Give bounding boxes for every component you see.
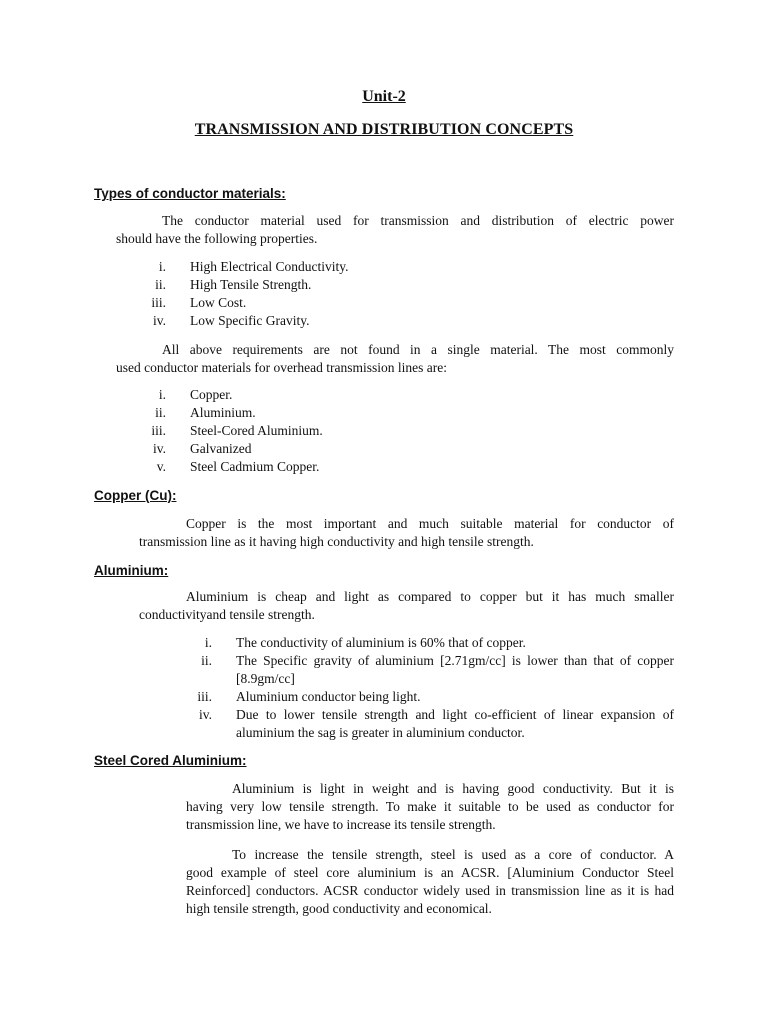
types-intro-paragraph [116,212,674,248]
list-item-number: v. [156,459,166,474]
list-item-text: Aluminium. [190,405,256,420]
list-item-number: iv. [153,441,166,456]
steel-p2-line1: To increase the tensile strength, steel is used as a core of conductor. A [232,847,674,862]
unit-title: Unit-2 [362,88,406,105]
list-item-text: Steel Cadmium Copper. [190,459,320,474]
copper-heading: Copper (Cu): [94,488,177,503]
types-heading: Types of conductor materials: [94,186,286,201]
list-item-text: Copper. [190,387,233,402]
list-item-number: i. [158,387,166,402]
list-item [126,294,674,312]
list-item [126,422,674,440]
properties-list [126,258,674,330]
steel-paragraph-1 [186,780,674,834]
types-intro-line1: The conductor material used for transmission and distribution of electric power [162,213,674,228]
list-item-text: The Specific gravity of aluminium [2.71gm/cc] is lower than that of copper [8.9gm/cc] [236,653,674,686]
list-item-text: High Tensile Strength. [190,277,312,292]
copper-line2: transmission line as it having high conductivity and high tensile strength. [139,534,534,549]
list-item-number: ii. [201,653,212,668]
list-item-text: Galvanized [190,441,252,456]
materials-intro-line1: All above requirements are not found in a single material. The most commonly [162,342,674,357]
list-item [126,404,674,422]
list-item [172,688,674,706]
main-title: TRANSMISSION AND DISTRIBUTION CONCEPTS [194,121,574,138]
aluminium-heading: Aluminium: [94,563,169,578]
aluminium-line2: conductivityand tensile strength. [139,607,315,622]
list-item [172,652,674,688]
list-item-number: iii. [151,295,166,310]
list-item-text: High Electrical Conductivity. [190,259,349,274]
list-item-number: i. [204,635,212,650]
materials-intro-paragraph [116,341,674,377]
list-item-text: Aluminium conductor being light. [236,689,421,704]
copper-line1: Copper is the most important and much suitable material for conductor of [186,516,674,531]
list-item [172,634,674,652]
aluminium-paragraph [139,588,674,624]
list-item-text: Due to lower tensile strength and light co-efficient of linear expansion of aluminium the sag is greater in aluminium conductor. [236,707,674,740]
list-item-number: iii. [197,689,212,704]
list-item-number: ii. [155,277,166,292]
copper-paragraph [139,515,674,551]
list-item-number: i. [158,259,166,274]
list-item-text: Low Specific Gravity. [190,313,310,328]
list-item-number: iv. [153,313,166,328]
steel-p2-rest: good example of steel core aluminium is an ACSR. [Aluminium Conductor Steel Reinforced] conductors. ACSR conductor widely used in transmission line as it is had high tensile strength, good conductivity and economical. [186,865,674,916]
materials-list [126,386,674,476]
aluminium-line1: Aluminium is cheap and light as compared to copper but it has much smaller [186,589,674,604]
steel-cored-heading: Steel Cored Aluminium: [94,753,247,768]
list-item-number: iv. [199,707,212,722]
list-item [126,258,674,276]
list-item [126,440,674,458]
aluminium-points-list [172,634,674,742]
list-item-text: Steel-Cored Aluminium. [190,423,323,438]
list-item [172,706,674,742]
list-item-number: iii. [151,423,166,438]
list-item-text: The conductivity of aluminium is 60% that of copper. [236,635,526,650]
steel-p1-rest: having very low tensile strength. To make it suitable to be used as conductor for transmission line, we have to increase its tensile strength. [186,799,674,832]
list-item [126,276,674,294]
types-intro-line2: should have the following properties. [116,231,318,246]
steel-paragraph-2 [186,846,674,918]
list-item [126,312,674,330]
list-item [126,458,674,476]
materials-intro-line2: used conductor materials for overhead transmission lines are: [116,360,448,375]
list-item [126,386,674,404]
list-item-text: Low Cost. [190,295,247,310]
steel-p1-line1: Aluminium is light in weight and is having good conductivity. But it is [232,781,674,796]
list-item-number: ii. [155,405,166,420]
